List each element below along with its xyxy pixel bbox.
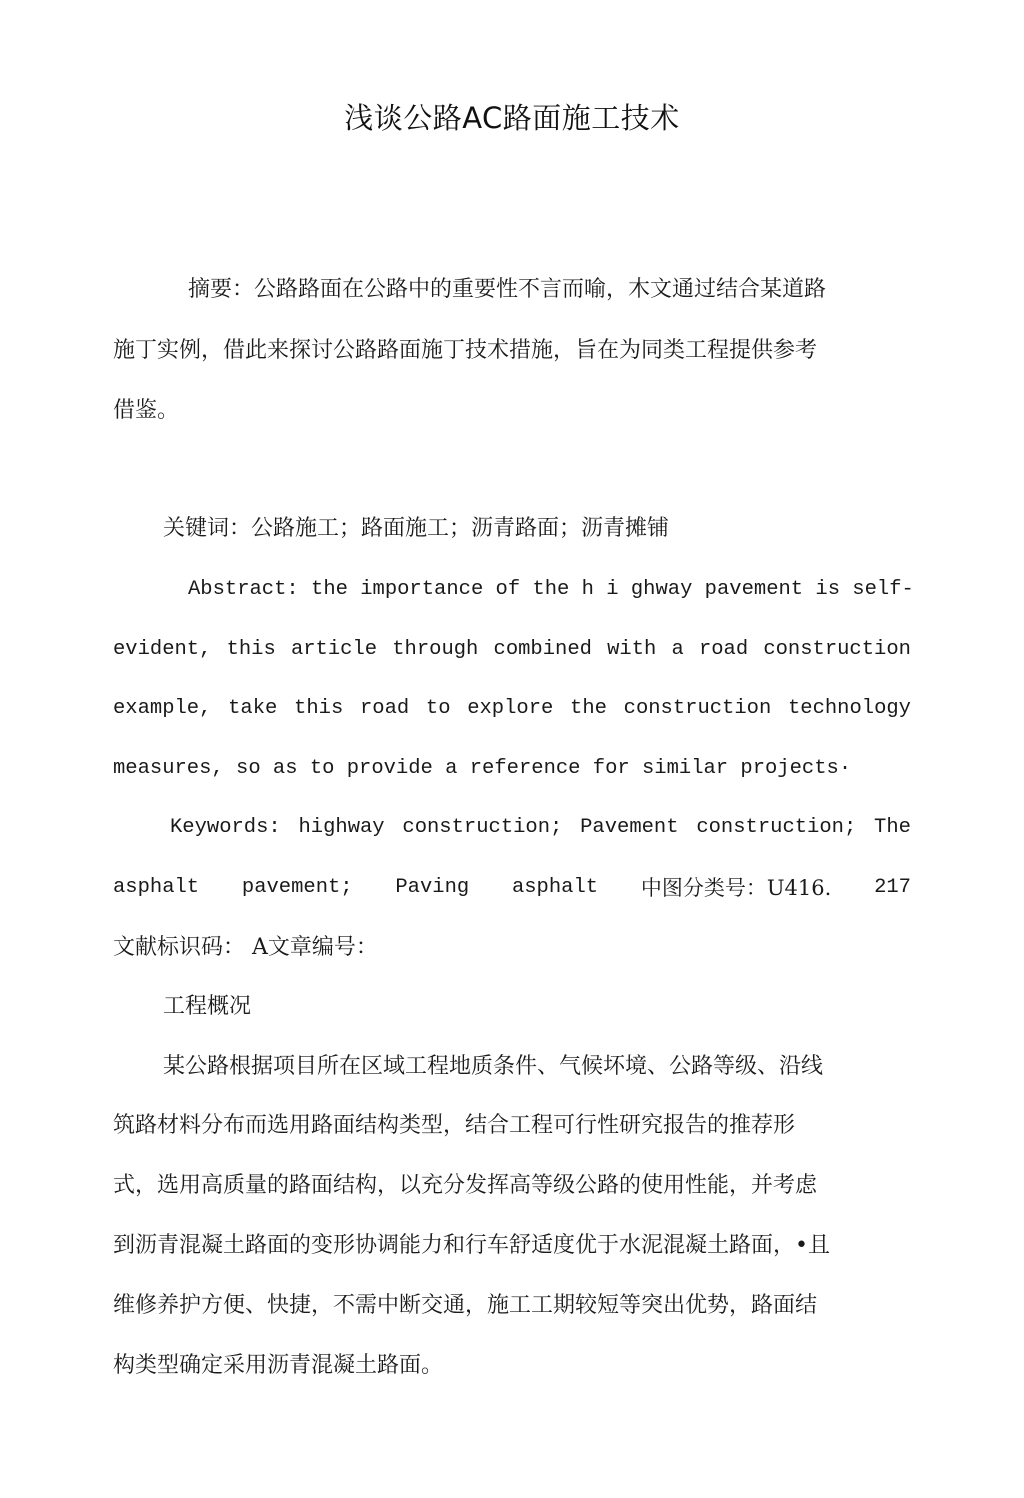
- word: a: [671, 638, 684, 661]
- word: The: [874, 816, 911, 839]
- word: Paving: [395, 876, 470, 899]
- body-line-6: 构类型确定采用沥青混凝土路面。: [113, 1353, 444, 1378]
- word: construction: [763, 638, 911, 661]
- classification-number: 中图分类号：U416.: [640, 876, 832, 900]
- abstract-cn-line-1: 摘要：公路路面在公路中的重要性不言而喻，木文通过结合某道路: [188, 277, 827, 302]
- word: through: [392, 638, 479, 661]
- document-id-line: 文献标识码： A文章编号：: [113, 935, 378, 960]
- keywords-cn: 关键词：公路施工；路面施工；沥青路面；沥青摊铺: [163, 516, 670, 541]
- word: construction;: [696, 816, 857, 839]
- word: explore: [467, 697, 554, 720]
- word: 217: [874, 876, 911, 899]
- keywords-en-line-1: [170, 808, 911, 848]
- body-line-5: 维修养护方便、快捷，不需中断交通，施工工期较短等突出优势，路面结: [113, 1293, 818, 1318]
- abstract-en-line-2: [113, 630, 911, 670]
- abstract-en-line-4: measures, so as to provide a reference for similar projects·: [113, 757, 852, 780]
- body-line-1: 某公路根据项目所在区域工程地质条件、气候坏境、公路等级、沿线: [163, 1054, 824, 1079]
- body-line-3: 式，选用高质量的路面结构，以充分发挥高等级公路的使用性能，并考虑: [113, 1173, 818, 1198]
- word: asphalt: [511, 876, 599, 899]
- body-line-4: 到沥青混凝土路面的变形协调能力和行车舒适度优于水泥混凝土路面，•且: [113, 1233, 830, 1258]
- section-heading: 工程概况: [163, 994, 252, 1019]
- word: with: [607, 638, 657, 661]
- word: technology: [787, 697, 911, 720]
- keywords-en-line-2: [113, 868, 911, 908]
- word: pavement;: [241, 876, 353, 899]
- word: Pavement: [580, 816, 679, 839]
- word: asphalt: [113, 876, 200, 899]
- word: highway: [298, 816, 385, 839]
- word: combined: [493, 638, 592, 661]
- word: Keywords:: [170, 816, 281, 839]
- word: construction: [623, 697, 772, 720]
- word: this: [226, 638, 276, 661]
- word: road: [698, 638, 749, 661]
- abstract-en-line-1: Abstract: the importance of the h i ghway pavement is self-: [188, 578, 914, 601]
- word: example,: [113, 697, 212, 720]
- document-title: 浅谈公路AC路面施工技术: [344, 101, 680, 135]
- word: road: [359, 697, 410, 720]
- body-line-2: 筑路材料分布而选用路面结构类型，结合工程可行性研究报告的推荐形: [113, 1113, 796, 1138]
- abstract-cn-line-3: 借鉴。: [113, 398, 180, 423]
- word: the: [570, 697, 607, 720]
- word: take: [228, 697, 278, 720]
- word: construction;: [402, 816, 563, 839]
- word: article: [290, 638, 378, 661]
- word: evident,: [113, 638, 212, 661]
- word: this: [294, 697, 344, 720]
- abstract-en-line-3: [113, 689, 911, 729]
- word: to: [425, 697, 451, 720]
- abstract-cn-line-2: 施丁实例，借此来探讨公路路面施丁技术措施，旨在为同类工程提供参考: [113, 338, 818, 363]
